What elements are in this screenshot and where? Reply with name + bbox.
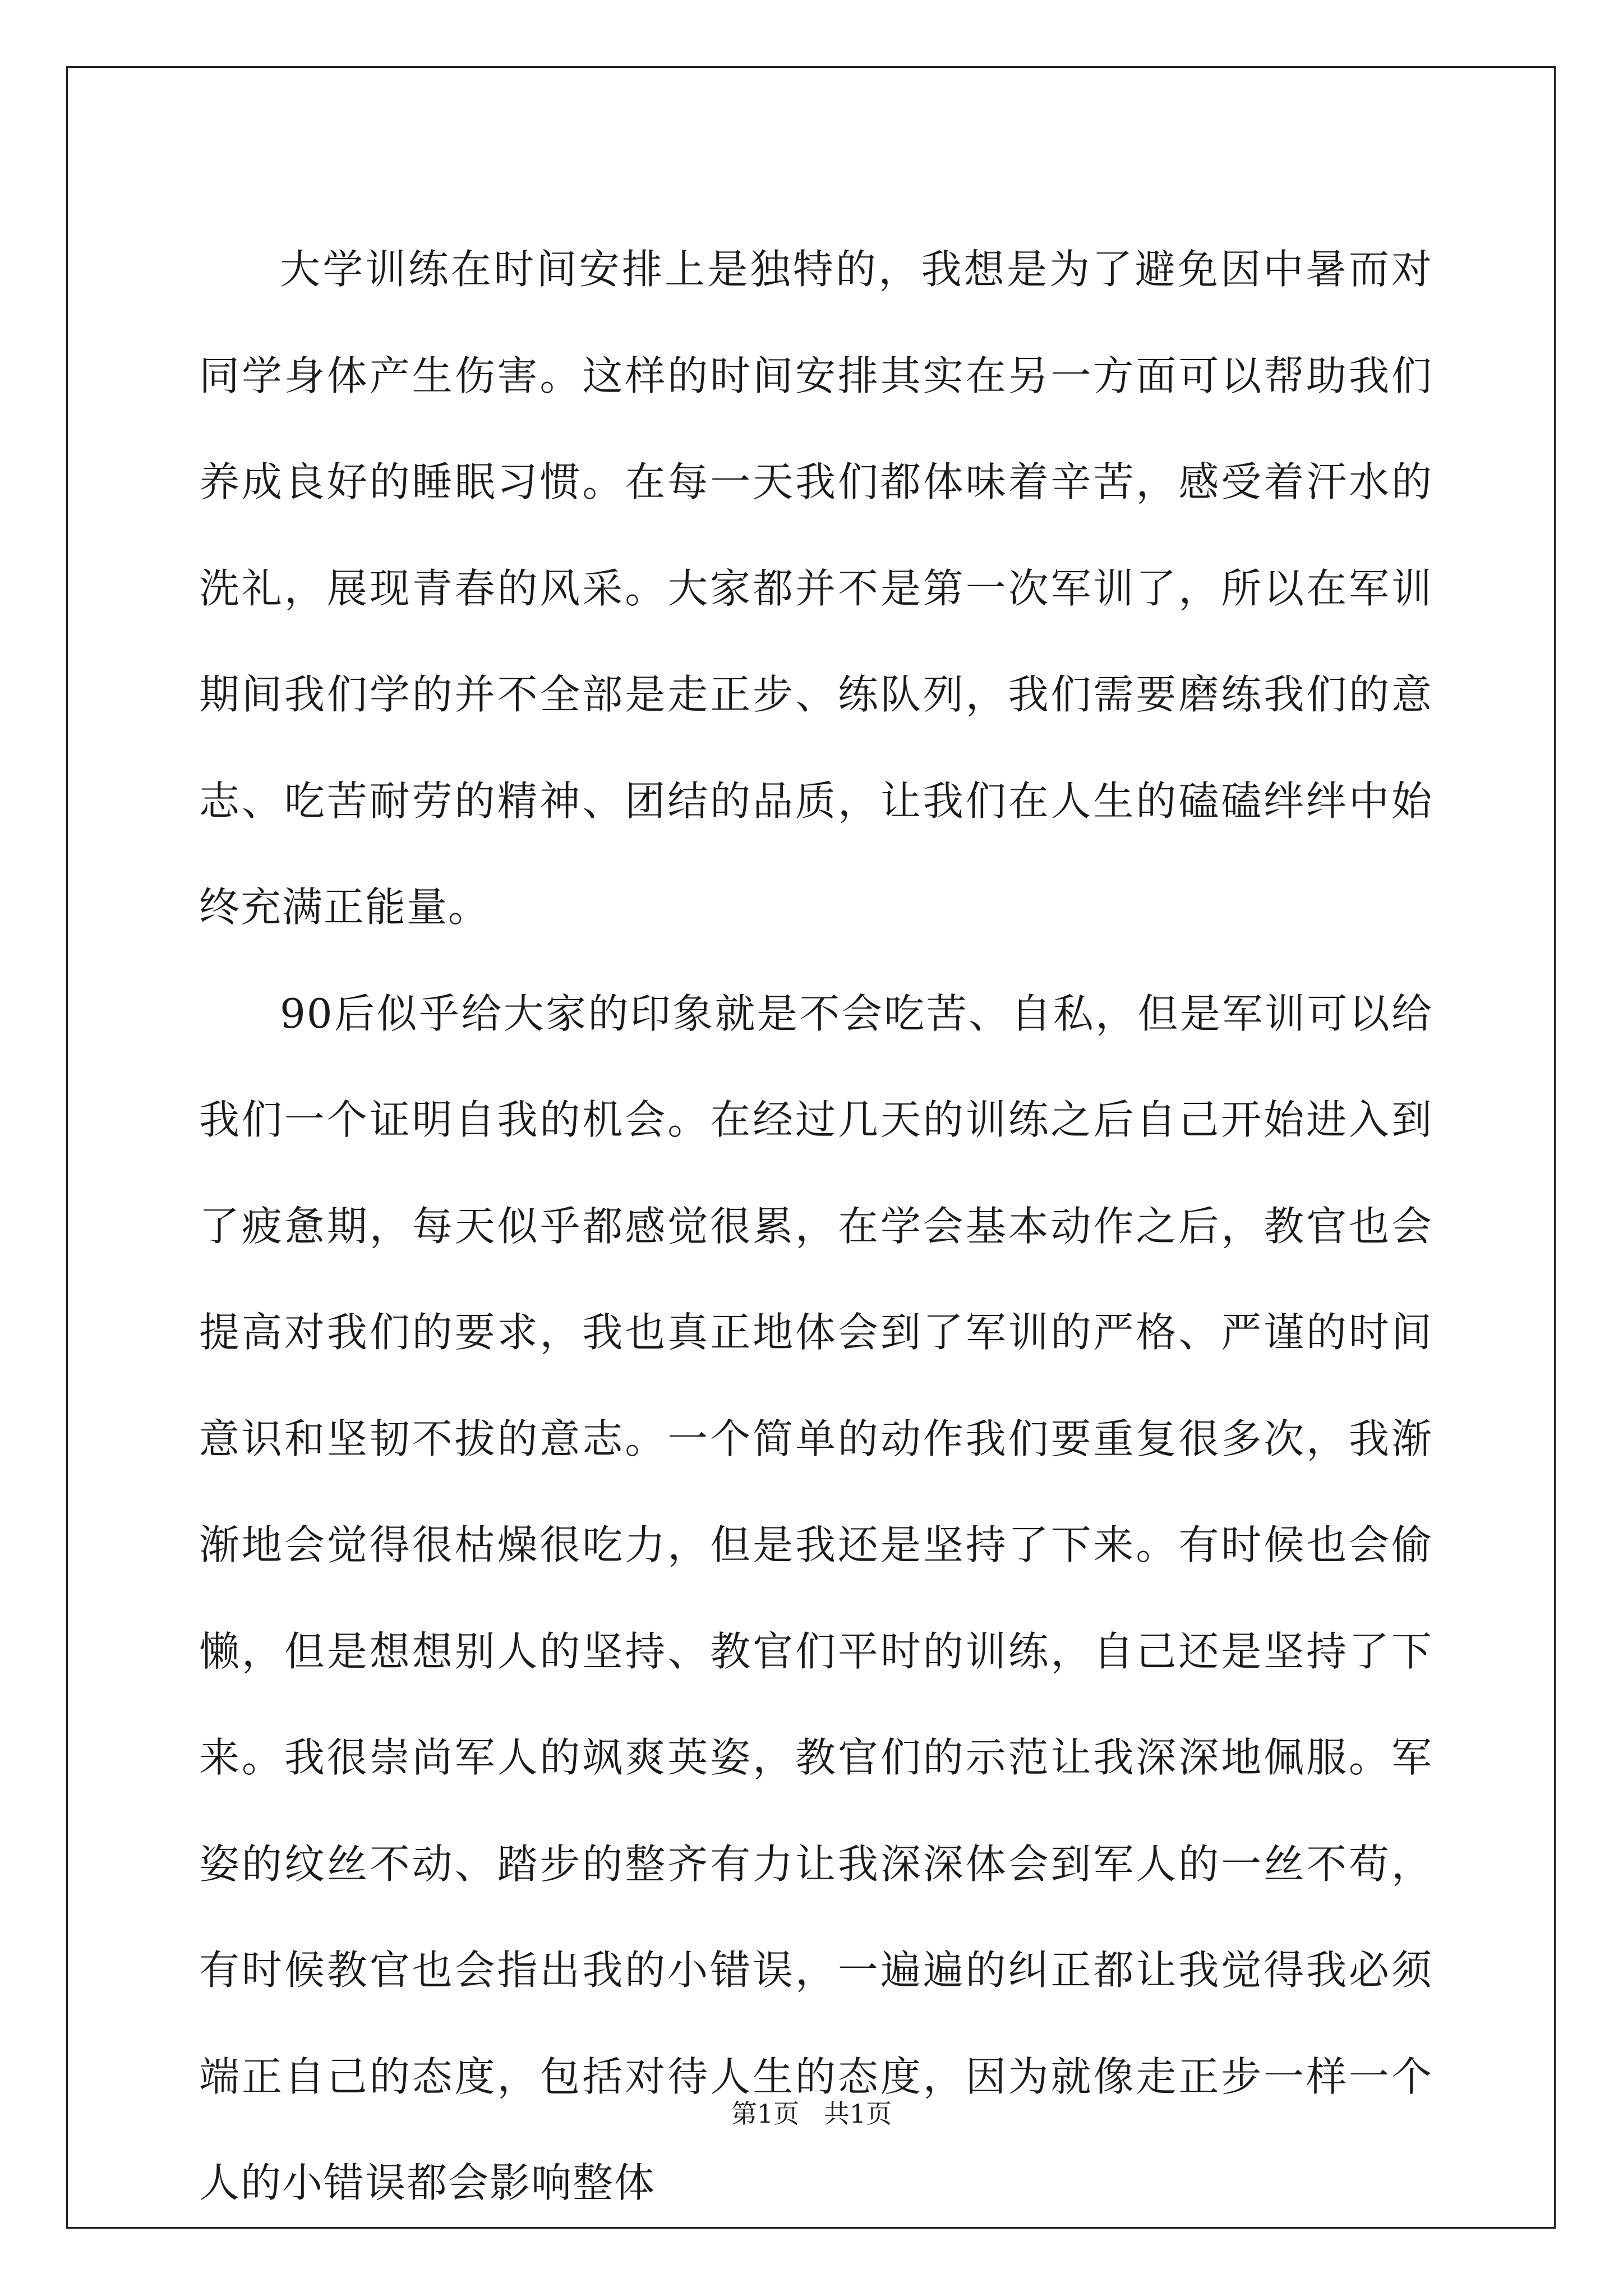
paragraph-1: 大学训练在时间安排上是独特的，我想是为了避免因中暑而对同学身体产生伤害。这样的时间安排其实在另一方面可以帮助我们养成良好的睡眠习惯。在每一天我们都体味着辛苦，感受着汗水的洗礼，展现青春的风采。大家都并不是第一次军训了，所以在军训期间我们学的并不全部是走正步、练队列，我们需要磨练我们的意志、吃苦耐劳的精神、团结的品质，让我们在人生的磕磕绊绊中始终充满正能量。 [199,246,1433,931]
page-footer: 第1页 共1页 [731,2099,892,2129]
paragraph-2: 90后似乎给大家的印象就是不会吃苦、自私，但是军训可以给我们一个证明自我的机会。在经过几天的训练之后自己开始进入到了疲惫期，每天似乎都感觉很累，在学会基本动作之后，教官也会提高对我们的要求，我也真正地体会到了军训的严格、严谨的时间意识和坚韧不拔的意志。一个简单的动作我们要重复很多次，我渐渐地会觉得很枯燥很吃力，但是我还是坚持了下来。有时候也会偷懒，但是想想别人的坚持、教官们平时的训练，自己还是坚持了下来。我很崇尚军人的飒爽英姿，教官们的示范让我深深地佩服。军姿的纹丝不动、踏步的整齐有力让我深深体会到军人的一丝不苟，有时候教官也会指出我的小错误，一遍遍的纠正都让我觉得我必须端正自己的态度，包括对待人生的态度，因为就像走正步一样一个人的小错误都会影响整体 [199,990,1433,2206]
document-body [199,217,1433,2237]
